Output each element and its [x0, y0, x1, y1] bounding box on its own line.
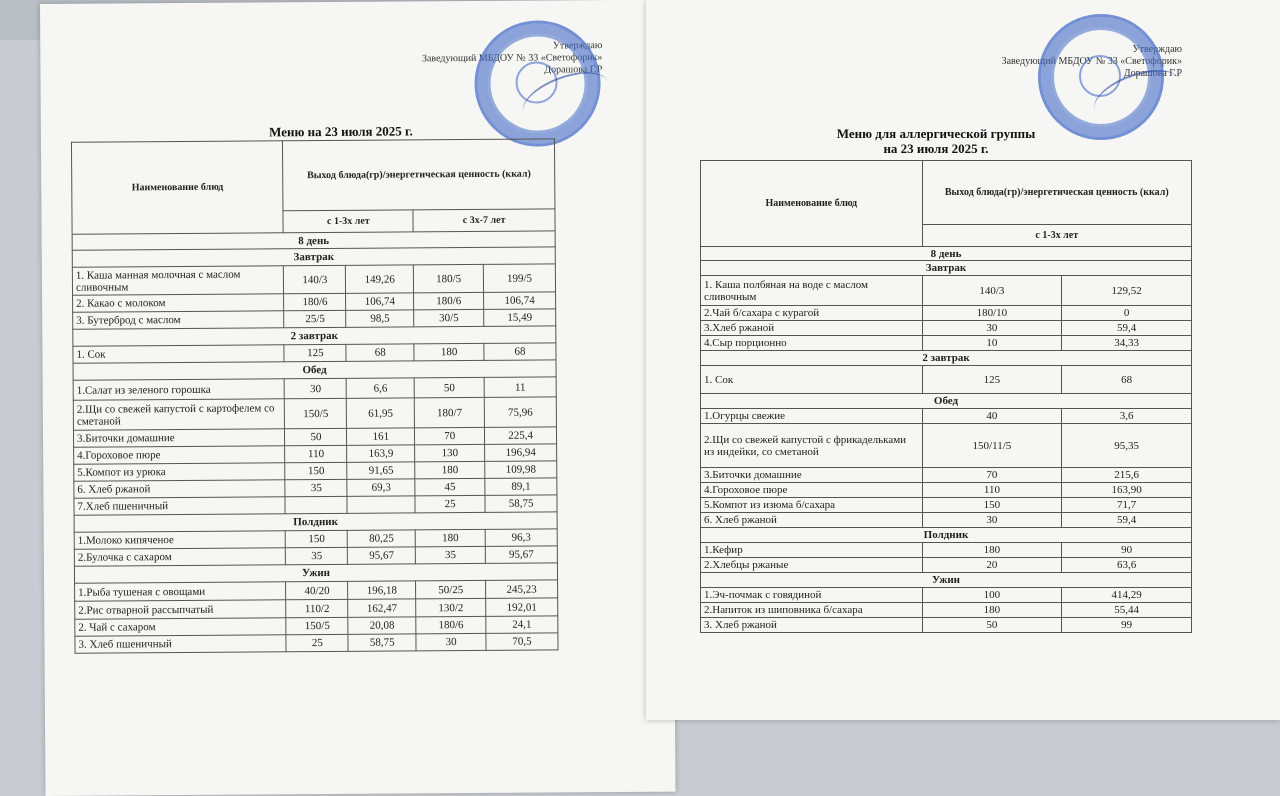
value-cell: 100 [922, 588, 1062, 603]
dish-name-cell: 4.Гороховое пюре [74, 446, 286, 464]
value-cell: 15,49 [484, 309, 556, 327]
value-cell: 20,08 [348, 617, 416, 634]
dish-name-cell: 3.Биточки домашние [73, 429, 285, 447]
approval-word: Утверждаю [1132, 44, 1182, 55]
dish-name-cell: 4.Гороховое пюре [701, 483, 923, 498]
page-title: Меню на 23 июля 2025 г. [269, 123, 413, 140]
value-cell: 45 [415, 478, 485, 495]
value-cell: 106,74 [484, 292, 556, 310]
dish-name-cell: 3.Биточки домашние [701, 468, 923, 483]
dish-name-cell: 2.Рис отварной рассыпчатый [75, 600, 287, 619]
dish-name-cell: 2.Щи со свежей капустой с фрикадельками из индейки, со сметаной [701, 424, 923, 468]
value-cell: 70,5 [486, 633, 558, 651]
dish-name-cell: 3. Хлеб пшеничный [75, 635, 287, 653]
value-cell: 95,35 [1062, 424, 1192, 468]
value-cell: 180 [414, 343, 484, 360]
value-cell: 99 [1062, 618, 1192, 633]
value-cell: 68 [346, 344, 414, 361]
page-title [806, 126, 1066, 156]
table-row [701, 409, 1192, 424]
dish-name-cell: 2.Щи со свежей капустой с картофелем со сметаной [73, 399, 285, 430]
value-cell: 95,67 [485, 546, 557, 564]
value-cell: 90 [1062, 543, 1192, 558]
section-header [701, 351, 1192, 366]
value-cell: 50 [285, 428, 347, 445]
approval-block [370, 40, 602, 78]
value-cell: 196,18 [348, 581, 416, 599]
value-cell: 68 [1062, 366, 1192, 394]
dish-name-cell: 4.Сыр порционно [701, 336, 923, 351]
value-cell: 180/7 [414, 397, 484, 427]
value-cell: 68 [484, 343, 556, 361]
value-cell: 95,67 [348, 547, 416, 564]
value-cell: 215,6 [1062, 468, 1192, 483]
header-output: Выход блюда(гр)/энергетическая ценность (ккал) [283, 139, 555, 211]
value-cell: 11 [484, 377, 556, 398]
value-cell: 50/25 [416, 580, 486, 598]
header-dish-name: Наименование блюд [701, 161, 923, 247]
dish-name-cell: 1.Кефир [701, 543, 923, 558]
value-cell: 180/10 [922, 306, 1062, 321]
approval-position: Заведующий МБДОУ № 33 «Светофорик» [421, 52, 603, 65]
section-title: Обед [701, 394, 1192, 409]
value-cell: 180 [415, 529, 485, 546]
value-cell: 30 [285, 378, 347, 398]
menu-table [71, 138, 559, 653]
value-cell: 70 [415, 427, 485, 444]
value-cell [347, 496, 415, 513]
value-cell: 25 [286, 634, 348, 651]
value-cell: 40/20 [286, 581, 348, 599]
value-cell: 199/5 [483, 264, 555, 293]
value-cell: 98,5 [346, 310, 414, 327]
approval-block [972, 44, 1182, 80]
value-cell: 110 [922, 483, 1062, 498]
value-cell: 245,23 [486, 580, 558, 599]
value-cell: 30 [922, 513, 1062, 528]
table-row [701, 588, 1192, 603]
table-row [701, 306, 1192, 321]
dish-name-cell: 2.Булочка с сахаром [74, 548, 286, 566]
value-cell: 58,75 [485, 495, 557, 513]
value-cell: 180 [922, 543, 1062, 558]
value-cell: 192,01 [486, 598, 558, 617]
value-cell: 140/3 [284, 265, 346, 293]
value-cell: 25/5 [284, 310, 346, 327]
value-cell: 110 [285, 445, 347, 462]
value-cell: 149,26 [346, 265, 414, 293]
dish-name-cell: 1.Огурцы свежие [701, 409, 923, 424]
value-cell: 63,6 [1062, 558, 1192, 573]
value-cell: 125 [284, 344, 346, 361]
table-row [73, 397, 556, 430]
table-row [701, 603, 1192, 618]
table-row [701, 558, 1192, 573]
value-cell: 89,1 [485, 478, 557, 496]
menu-sheet-left [40, 0, 676, 796]
value-cell: 35 [416, 546, 486, 563]
value-cell: 180 [415, 461, 485, 478]
dish-name-cell: 1. Сок [73, 345, 285, 363]
approval-word: Утверждаю [552, 40, 603, 52]
header-age-1-3: с 1-3х лет [283, 210, 413, 233]
day-label: 8 день [701, 247, 1192, 261]
table-row [701, 321, 1192, 336]
table-row [72, 264, 555, 295]
dish-name-cell: 2.Хлебцы ржаные [701, 558, 923, 573]
approval-position: Заведующий МБДОУ № 33 «Светофорик» [1001, 56, 1182, 67]
value-cell: 0 [1062, 306, 1192, 321]
value-cell: 180/6 [284, 293, 346, 310]
value-cell: 61,95 [347, 398, 415, 428]
value-cell: 130/2 [416, 598, 486, 616]
value-cell: 150 [922, 498, 1062, 513]
table-row [701, 424, 1192, 468]
table-row [75, 633, 558, 653]
value-cell: 180/6 [416, 616, 486, 633]
table-row [701, 513, 1192, 528]
day-label: 8 день [72, 231, 555, 250]
menu-sheet-right [646, 0, 1280, 720]
dish-name-cell: 1. Каша полбяная на воде с маслом сливочным [701, 276, 923, 306]
table-row [701, 468, 1192, 483]
section-title: Полдник [74, 512, 557, 532]
section-header [701, 261, 1192, 276]
approval-name: Дорашова Г.Р [1123, 68, 1182, 79]
section-header [701, 528, 1192, 543]
table-row [701, 483, 1192, 498]
dish-name-cell: 2.Напиток из шиповника б/сахара [701, 603, 923, 618]
value-cell: 34,33 [1062, 336, 1192, 351]
value-cell: 30 [922, 321, 1062, 336]
value-cell: 163,9 [347, 445, 415, 462]
section-title: Завтрак [701, 261, 1192, 276]
title-line-1: Меню для аллергической группы [836, 126, 1036, 141]
dish-name-cell: 1.Салат из зеленого горошка [73, 379, 285, 400]
dish-name-cell: 1.Эч-почмак с говядиной [701, 588, 923, 603]
dish-name-cell: 1. Сок [701, 366, 923, 394]
value-cell: 150/11/5 [922, 424, 1062, 468]
value-cell: 25 [415, 495, 485, 512]
section-title: Ужин [74, 563, 557, 583]
dish-name-cell: 3. Хлеб ржаной [701, 618, 923, 633]
value-cell: 3,6 [1062, 409, 1192, 424]
dish-name-cell: 2.Чай б/сахара с курагой [701, 306, 923, 321]
header-age-3-7: с 3х-7 лет [413, 209, 555, 232]
value-cell: 59,4 [1062, 513, 1192, 528]
dish-name-cell: 2. Чай с сахаром [75, 618, 287, 636]
dish-name-cell: 3.Хлеб ржаной [701, 321, 923, 336]
section-title: 2 завтрак [73, 326, 556, 346]
table-row [701, 498, 1192, 513]
value-cell: 24,1 [486, 616, 558, 634]
table-row [701, 366, 1192, 394]
dish-name-cell: 5.Компот из урюка [74, 463, 286, 481]
value-cell: 161 [347, 428, 415, 445]
dish-name-cell: 6. Хлеб ржаной [701, 513, 923, 528]
table-row [701, 543, 1192, 558]
section-title: Обед [73, 360, 556, 380]
value-cell: 69,3 [347, 479, 415, 496]
dish-name-cell: 1.Рыба тушеная с овощами [75, 582, 287, 601]
value-cell: 129,52 [1062, 276, 1192, 306]
value-cell: 58,75 [348, 634, 416, 651]
section-title: Полдник [701, 528, 1192, 543]
value-cell: 35 [286, 547, 348, 564]
value-cell: 71,7 [1062, 498, 1192, 513]
dish-name-cell: 3. Бутерброд с маслом [73, 311, 285, 329]
section-header [701, 394, 1192, 409]
value-cell: 150 [285, 462, 347, 479]
value-cell: 140/3 [922, 276, 1062, 306]
value-cell: 40 [922, 409, 1062, 424]
value-cell: 180/6 [414, 292, 484, 309]
value-cell: 106,74 [346, 293, 414, 310]
value-cell: 180/5 [414, 264, 484, 292]
dish-name-cell: 1. Каша манная молочная с маслом сливочным [72, 266, 284, 295]
header-output: Выход блюда(гр)/энергетическая ценность (ккал) [922, 161, 1191, 225]
value-cell: 55,44 [1062, 603, 1192, 618]
value-cell: 50 [414, 377, 484, 397]
value-cell: 50 [922, 618, 1062, 633]
dish-name-cell: 5.Компот из изюма б/сахара [701, 498, 923, 513]
menu-table [700, 160, 1192, 633]
section-title: Завтрак [72, 247, 555, 267]
value-cell: 125 [922, 366, 1062, 394]
value-cell: 75,96 [484, 397, 556, 428]
title-line-2: на 23 июля 2025 г. [883, 141, 989, 156]
value-cell: 80,25 [348, 530, 416, 547]
dish-name-cell: 2. Какао с молоком [73, 294, 285, 312]
value-cell: 96,3 [485, 529, 557, 547]
value-cell: 59,4 [1062, 321, 1192, 336]
value-cell: 6,6 [346, 378, 414, 398]
section-title: 2 завтрак [701, 351, 1192, 366]
value-cell: 150 [286, 530, 348, 547]
value-cell: 109,98 [485, 461, 557, 479]
value-cell: 162,47 [348, 599, 416, 617]
value-cell: 10 [922, 336, 1062, 351]
value-cell: 35 [285, 479, 347, 496]
value-cell: 225,4 [485, 427, 557, 445]
value-cell: 30 [416, 633, 486, 650]
section-header [701, 573, 1192, 588]
section-title: Ужин [701, 573, 1192, 588]
table-row [701, 336, 1192, 351]
value-cell: 70 [922, 468, 1062, 483]
value-cell: 163,90 [1062, 483, 1192, 498]
dish-name-cell: 6. Хлеб ржаной [74, 480, 286, 498]
table-row [701, 618, 1192, 633]
value-cell: 20 [922, 558, 1062, 573]
value-cell: 180 [922, 603, 1062, 618]
value-cell: 91,65 [347, 462, 415, 479]
value-cell: 196,94 [485, 444, 557, 462]
value-cell: 150/5 [286, 617, 348, 634]
table-row [701, 276, 1192, 306]
value-cell: 414,29 [1062, 588, 1192, 603]
value-cell: 110/2 [286, 599, 348, 617]
header-age-1-3: с 1-3х лет [922, 225, 1191, 247]
value-cell: 30/5 [414, 309, 484, 326]
value-cell [285, 496, 347, 513]
value-cell: 150/5 [285, 398, 347, 428]
dish-name-cell: 1.Молоко кипяченое [74, 531, 286, 549]
header-dish-name: Наименование блюд [71, 141, 283, 234]
value-cell: 130 [415, 444, 485, 461]
dish-name-cell: 7.Хлеб пшеничный [74, 497, 286, 515]
approval-name: Дорашова Г.Р [544, 64, 603, 76]
